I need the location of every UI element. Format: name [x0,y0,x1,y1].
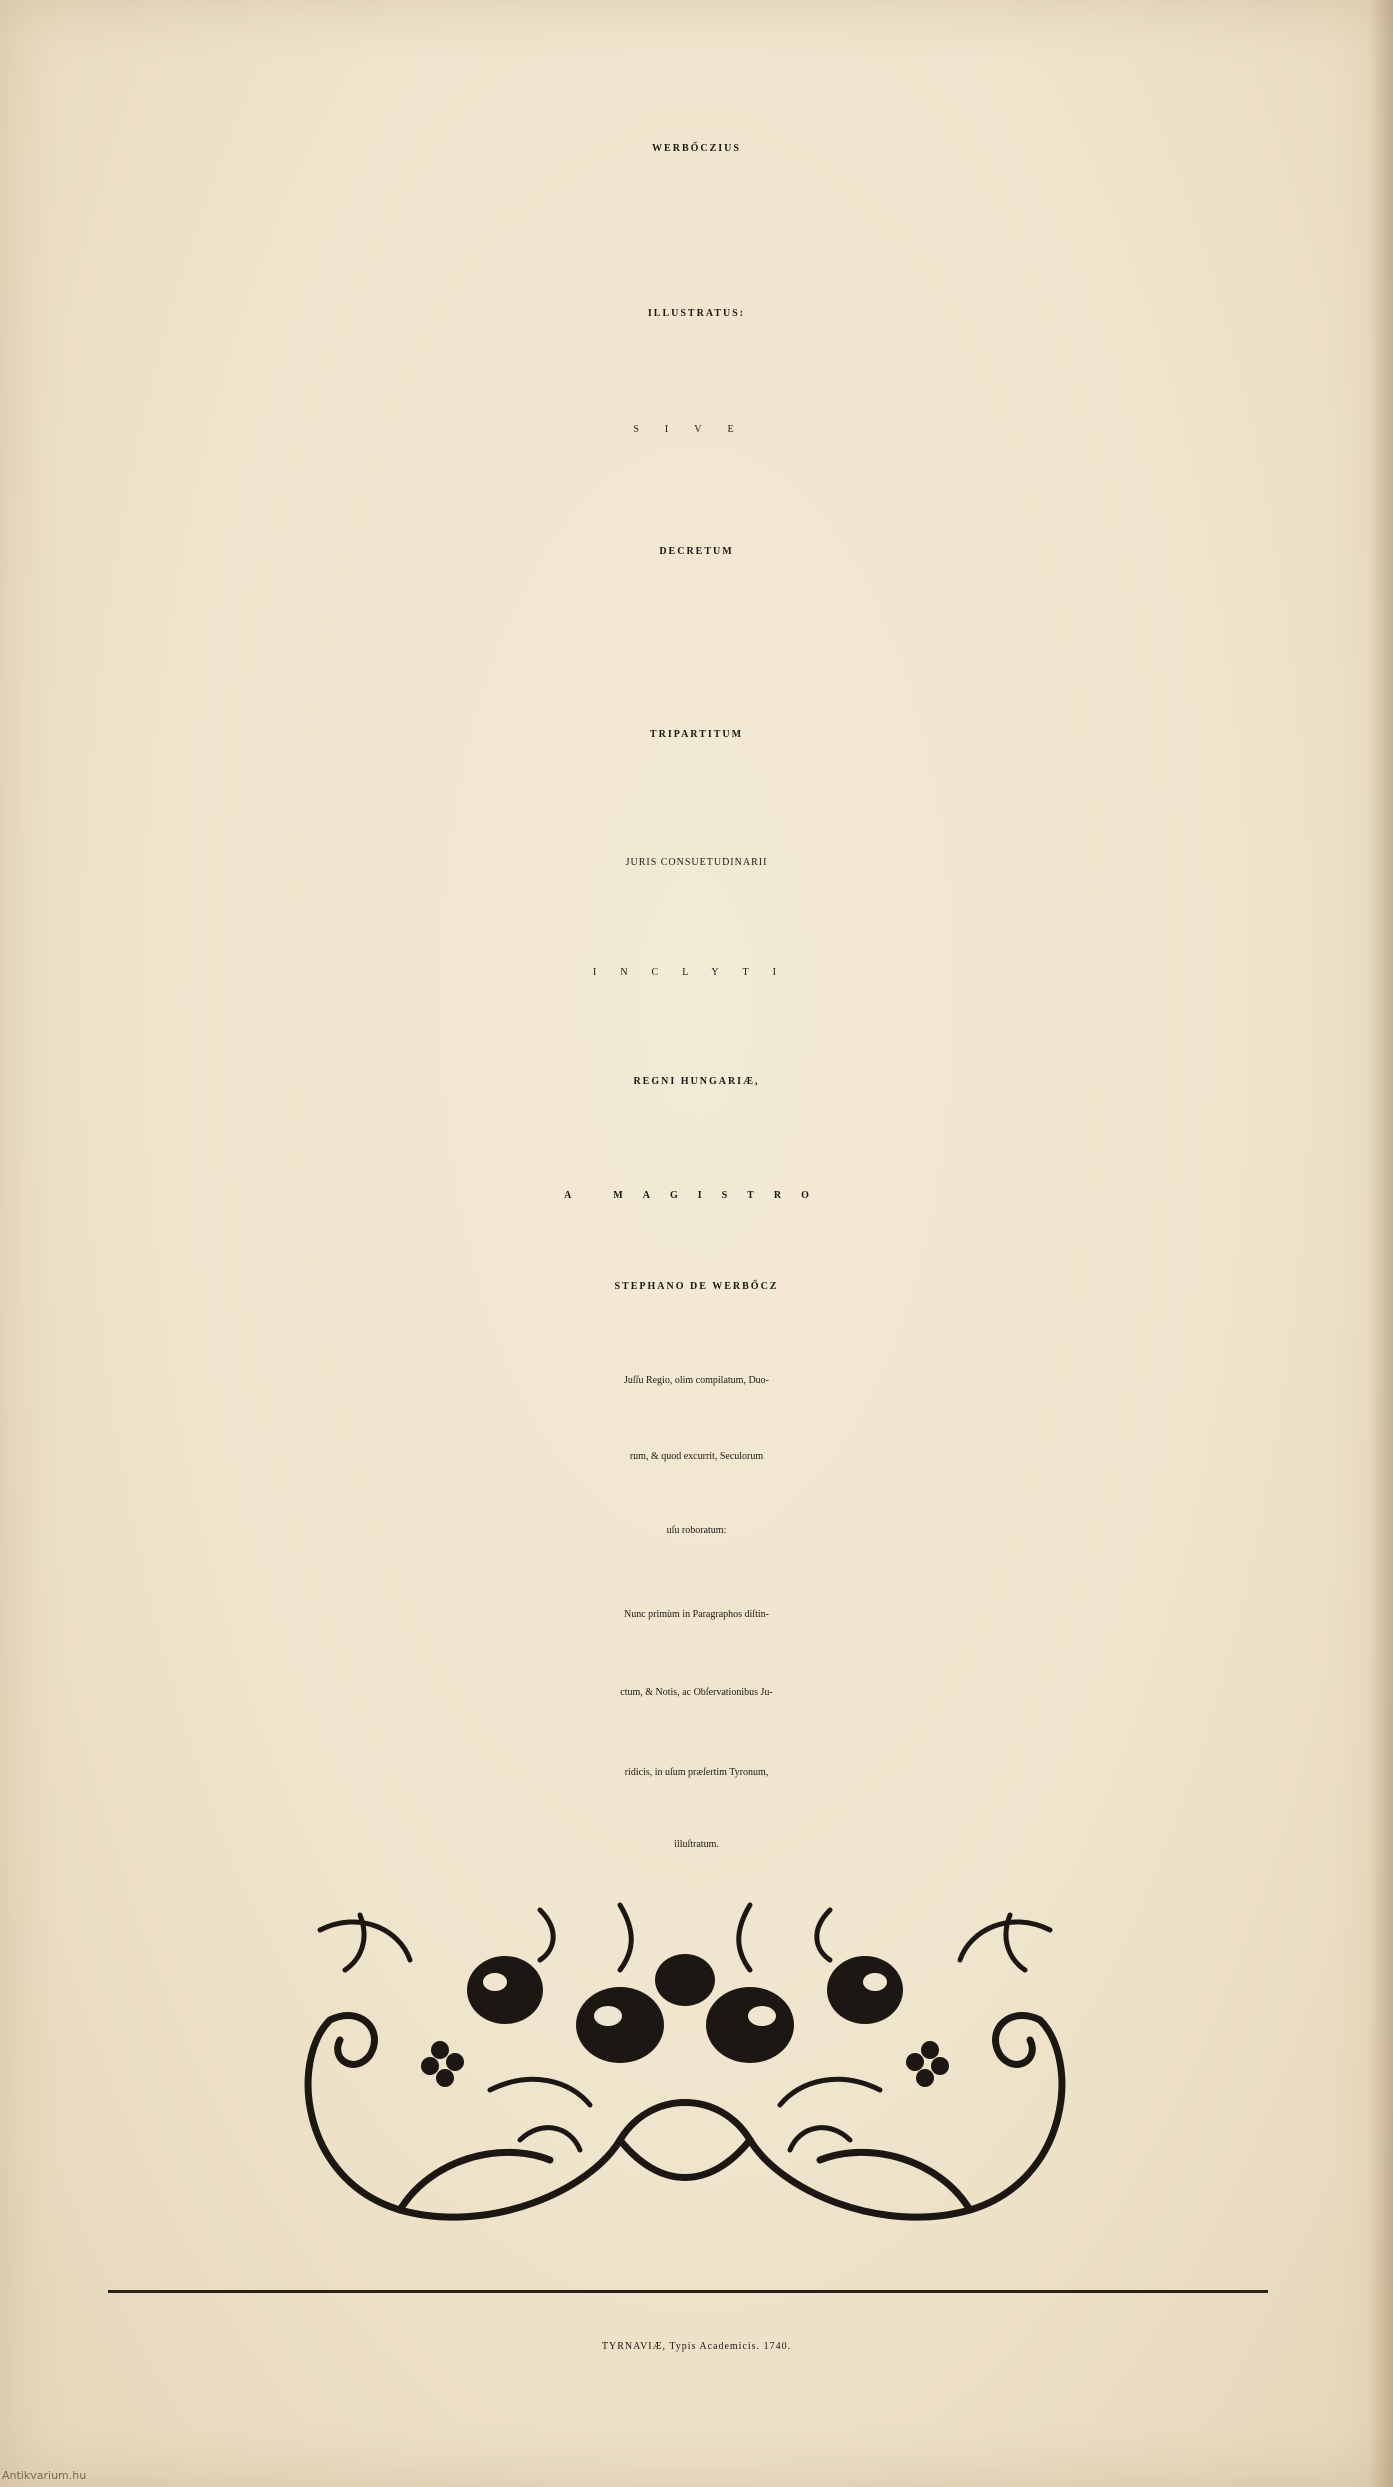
imprint-line: TYRNAVIÆ, Typis Academicis. 1740. [601,2341,792,2352]
title-line-werboczius: WERBŐCZIUS [652,143,741,154]
body-line-2: rum, & quod excurrit, Seculorum [629,1451,764,1462]
body-line-6: ridicis, in uſum præſertim Tyronum, [624,1767,769,1778]
floral-scroll-ornament-icon [290,1890,1080,2250]
title-line-decretum: DECRETUM [659,546,734,557]
body-line-5: ctum, & Notis, ac Obſervationibus Ju- [620,1687,773,1698]
horizontal-rule [108,2290,1268,2293]
body-line-7: illuſtratum. [674,1839,719,1850]
title-line-sive: SIVE [633,424,760,435]
title-line-stephano: STEPHANO DE WERBŐCZ [614,1281,779,1292]
title-line-inclyti: INCLYTI [593,967,800,978]
title-line-juris: JURIS CONSUETUDINARII [625,857,768,868]
title-line-regni-hungariae: REGNI HUNGARIÆ, [633,1076,760,1087]
title-line-a-magistro: A MAGISTRO [564,1190,829,1201]
body-line-1: Juſſu Regio, olim compilatum, Duo- [624,1375,769,1386]
title-line-tripartitum: TRIPARTITUM [649,729,744,740]
watermark: Antikvarium.hu [2,2469,87,2482]
body-line-3: uſu roboratum: [666,1525,727,1536]
title-line-illustratus: ILLUSTRATUS: [647,308,746,319]
body-line-4: Nunc primùm in Paragraphos diſtin- [624,1609,769,1620]
